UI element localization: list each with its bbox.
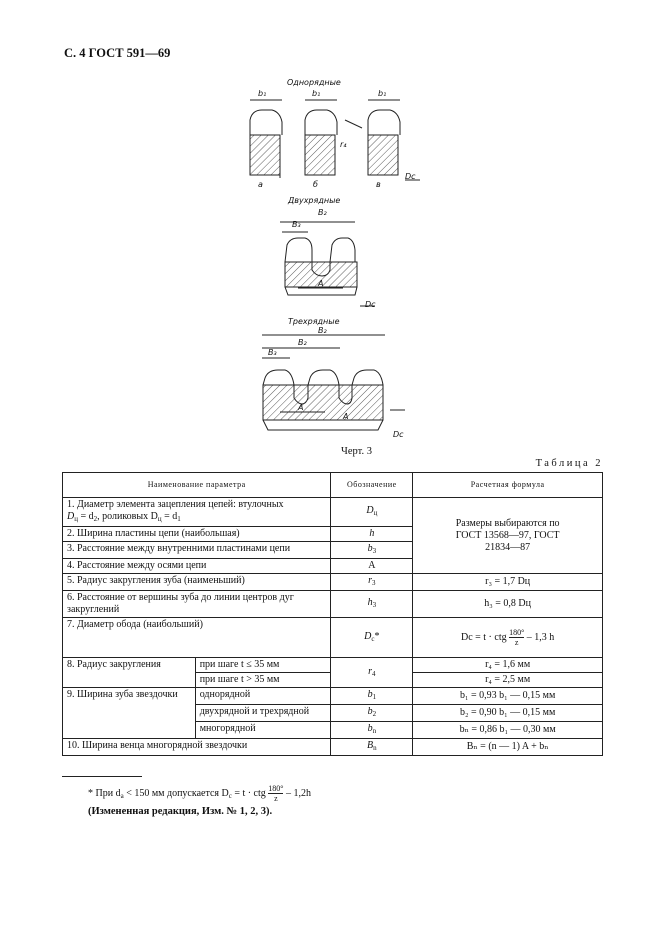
row8-formula2: r₄ = 2,5 мм: [413, 673, 603, 688]
row2-name: 2. Ширина пластины цепи (наибольшая): [63, 527, 331, 542]
table-row: [63, 498, 603, 527]
row9-symbol2: $b_2$: [331, 705, 413, 722]
variant-label-a: а: [258, 180, 263, 189]
row5-symbol: $r_3$: [331, 574, 413, 591]
dim-a-triple-2: A: [343, 412, 349, 421]
table-row: [63, 591, 603, 618]
row8-cond2: при шаге t > 35 мм: [195, 673, 331, 688]
dim-a-triple-1: A: [298, 403, 304, 412]
dim-dc-double: Dc: [365, 300, 376, 309]
row1-name: 1. Диаметр элемента зацепления цепей: втулочных $D_ц = d_2$, роликовых $D_ц = d_1$: [63, 498, 331, 527]
parameters-table: [62, 472, 603, 756]
table-row: [63, 688, 603, 705]
row8-name: 8. Радиус закругления: [63, 658, 196, 688]
row9-name: 9. Ширина зуба звездочки: [63, 688, 196, 739]
page-header: С. 4 ГОСТ 591—69: [64, 46, 171, 60]
dim-dc-single: Dc: [405, 172, 416, 181]
row7-formula: Dс = t · ctg $\frac{180^\circ}{z}$ – 1,3 h: [413, 618, 603, 658]
row7-fraction: $\frac{180^\circ}{z}$: [509, 628, 525, 647]
row4-symbol: A: [331, 559, 413, 574]
table-row: [63, 574, 603, 591]
dim-b2-triple: B₂: [298, 338, 307, 347]
single-row-variant-v: [368, 100, 420, 180]
row8-formula1: r₄ = 1,6 мм: [413, 658, 603, 673]
row9-formula1: b₁ = 0,93 b₁ — 0,15 мм: [413, 688, 603, 705]
row9-symbol3: $b_n$: [331, 722, 413, 739]
row5-formula: r₃ = 1,7 Dц: [413, 574, 603, 591]
footnote: * При $d_а < 150$ мм допускается $D_с = t$ · ctg $\frac{180^\circ}{z}$ – 1,2h: [88, 784, 311, 803]
sprocket-drawing: [0, 0, 661, 445]
row2-symbol: h: [331, 527, 413, 542]
row10-formula: Bₙ = (n — 1) A + bₙ: [413, 739, 603, 756]
dim-b2-double: B₂: [318, 208, 327, 217]
label-single-row: Однорядные: [287, 78, 341, 87]
label-triple-row: Трехрядные: [288, 317, 340, 326]
row3-symbol: $b_3$: [331, 542, 413, 559]
row6-name: 6. Расстояние от вершины зуба до линии центров дуг закруглений: [63, 591, 331, 618]
row7-name: 7. Диаметр обода (наибольший): [63, 618, 331, 658]
dim-bn-triple: B₂: [318, 326, 327, 335]
single-row-variant-a: [250, 100, 282, 178]
dim-a-double: A: [318, 279, 324, 288]
dim-b1-v: b₁: [378, 89, 387, 98]
dim-r4: r₄: [340, 140, 347, 149]
row9-symbol1: $b_1$: [331, 688, 413, 705]
table-header-row: [63, 473, 603, 498]
variant-label-b: б: [313, 180, 318, 189]
table-row: [63, 658, 603, 673]
dim-b3-triple: B₃: [268, 348, 277, 357]
dim-b1-b: b₁: [312, 89, 321, 98]
row1-symbol: $D_ц$: [331, 498, 413, 527]
table-label: Таблица 2: [535, 458, 603, 469]
row9-cond2: двухрядной и трехрядной: [195, 705, 331, 722]
row1-4-formula: Размеры выбираются по ГОСТ 13568—97, ГОСТ 21834—87: [413, 498, 603, 574]
label-double-row: Двухрядные: [288, 196, 341, 205]
row9-formula3: bₙ = 0,86 b₁ — 0,30 мм: [413, 722, 603, 739]
row5-name: 5. Радиус закругления зуба (наименьший): [63, 574, 331, 591]
triple-row-sprocket: [262, 335, 405, 430]
amendment-note: (Измененная редакция, Изм. № 1, 2, 3).: [88, 806, 273, 817]
row9-cond1: однорядной: [195, 688, 331, 705]
row4-name: 4. Расстояние между осями цепи: [63, 559, 331, 574]
row9-formula2: b₂ = 0,90 b₁ — 0,15 мм: [413, 705, 603, 722]
row3-name: 3. Расстояние между внутренними пластинами цепи: [63, 542, 331, 559]
header-parameter: Наименование параметра: [63, 473, 331, 498]
table-row: [63, 739, 603, 756]
single-row-variant-b: [305, 100, 362, 175]
footnote-divider: [62, 776, 142, 777]
header-formula: Расчетная формула: [413, 473, 603, 498]
dim-b1-a: b₁: [258, 89, 267, 98]
dim-b3-double: B₃: [292, 220, 301, 229]
row8-cond1: при шаге t ≤ 35 мм: [195, 658, 331, 673]
row8-symbol: $r_4$: [331, 658, 413, 688]
double-row-sprocket: [280, 222, 375, 306]
row7-symbol: $D_с*$: [331, 618, 413, 658]
figure-caption: Черт. 3: [341, 446, 372, 457]
row9-cond3: многорядной: [195, 722, 331, 739]
row10-symbol: $B_n$: [331, 739, 413, 756]
header-symbol: Обозначение: [331, 473, 413, 498]
row10-name: 10. Ширина венца многорядной звездочки: [63, 739, 331, 756]
variant-label-v: в: [376, 180, 381, 189]
row6-symbol: $h_3$: [331, 591, 413, 618]
dim-dc-triple: Dc: [393, 430, 404, 439]
footnote-fraction: $\frac{180^\circ}{z}$: [268, 784, 284, 803]
row6-formula: h₃ = 0,8 Dц: [413, 591, 603, 618]
table-row: [63, 618, 603, 658]
